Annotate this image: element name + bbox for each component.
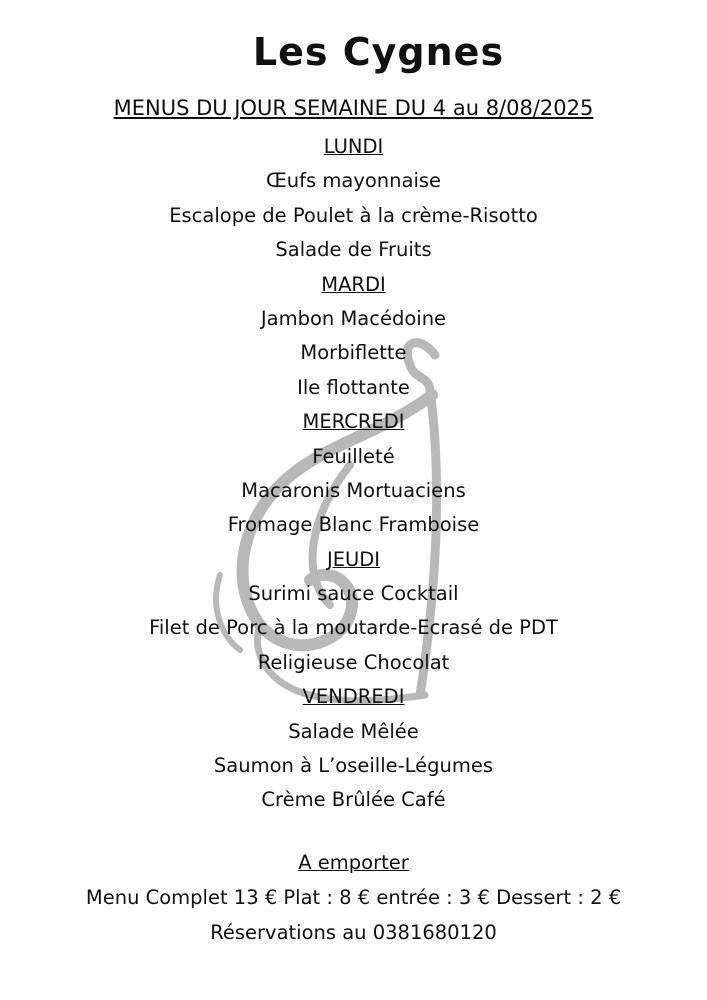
day-heading-mardi: MARDI [321,272,386,296]
dish-item: Feuilleté [312,444,395,468]
dish-item: Escalope de Poulet à la crème-Risotto [169,203,538,227]
menu-week-subtitle: MENUS DU JOUR SEMAINE DU 4 au 8/08/2025 [113,96,594,120]
day-heading-mercredi: MERCREDI [302,410,405,434]
dish-item: Jambon Macédoine [260,306,447,330]
reservation-phone: Réservations au 0381680120 [210,921,497,944]
dish-item: Salade Mêlée [288,719,419,743]
day-heading-jeudi: JEUDI [326,547,381,571]
day-heading-vendredi: VENDREDI [302,685,405,709]
dish-item: Filet de Porc à la moutarde-Ecrasé de PDT [149,616,558,640]
dish-item: Ile flottante [297,375,410,399]
weekly-menu-list [0,130,707,818]
dish-item: Saumon à L’oseille-Légumes [213,754,494,778]
dish-item: Religieuse Chocolat [257,650,450,674]
takeaway-heading: A emporter [298,851,409,874]
dish-item: Macaronis Mortuaciens [241,478,466,502]
dish-item: Fromage Blanc Framboise [227,513,480,537]
dish-item: Œufs mayonnaise [265,169,442,193]
day-heading-lundi: LUNDI [323,135,384,158]
dish-item: Morbiflette [300,341,407,365]
dish-item: Crème Brûlée Café [261,788,446,812]
dish-item: Surimi sauce Cocktail [248,582,459,606]
dish-item: Salade de Fruits [275,238,432,262]
takeaway-prices: Menu Complet 13 € Plat : 8 € entrée : 3 € Dessert : 2 € [85,886,622,909]
page-title: Les Cygnes [252,30,505,74]
